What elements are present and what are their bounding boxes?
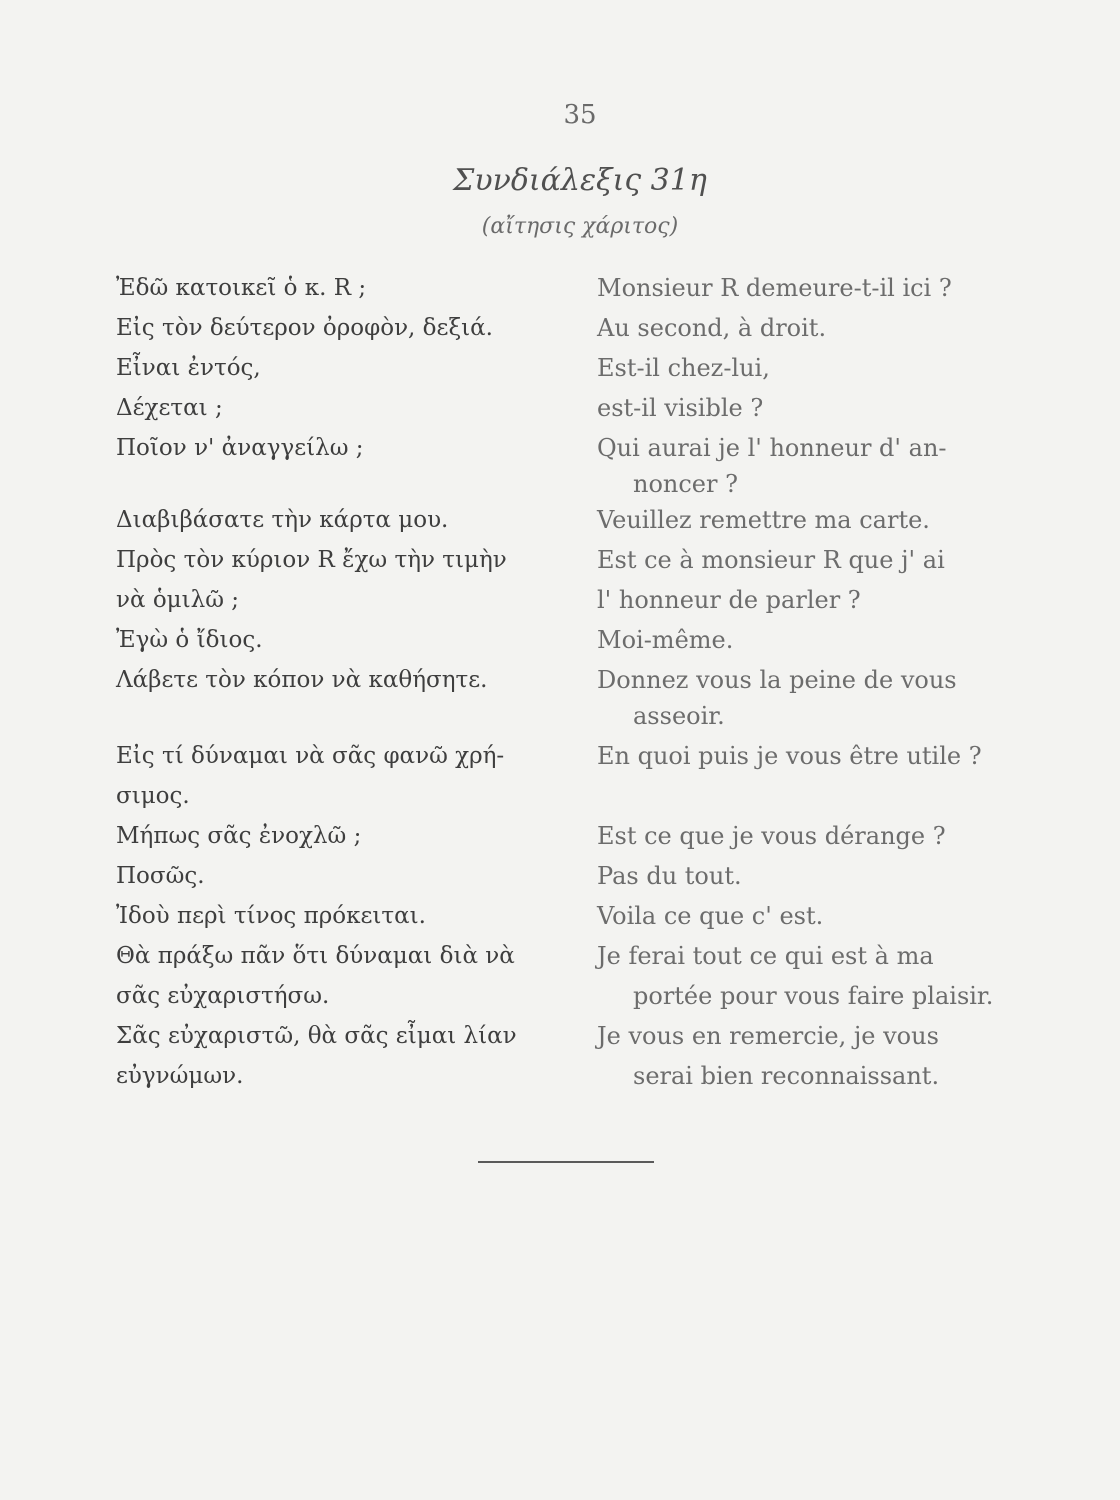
french-line: Veuillez remettre ma carte. [597,506,930,534]
greek-line: Ποσῶς. [116,863,205,889]
french-line: Voila ce que c' est. [597,902,824,930]
french-line: Est ce que je vous dérange ? [597,822,946,850]
greek-line: Δέχεται ; [116,395,223,421]
greek-line: Ποῖον ν' ἀναγγείλω ; [116,435,364,461]
greek-line: Σᾶς εὐχαριστῶ, θὰ σᾶς εἶμαι λίαν [116,1023,517,1049]
greek-line: σιμος. [116,783,190,809]
french-line: En quoi puis je vous être utile ? [597,742,982,770]
french-line: Monsieur R demeure-t-il ici ? [597,274,952,302]
dialogue-title: Συνδιάλεξις 31η [453,163,707,198]
greek-line: νὰ ὁμιλῶ ; [116,587,240,613]
dialogue-subtitle: (αἴτησις χάριτος) [481,214,679,239]
french-line: noncer ? [633,470,738,498]
french-line: Donnez vous la peine de vous [597,666,957,694]
french-line: l' honneur de parler ? [597,586,861,614]
greek-line: Θὰ πράξω πᾶν ὅτι δύναμαι διὰ νὰ [116,943,515,969]
greek-line: Πρὸς τὸν κύριον R ἔχω τὴν τιμὴν [116,547,507,573]
french-line: Qui aurai je l' honneur d' an- [597,434,947,462]
greek-line: εὐγνώμων. [116,1063,244,1089]
page-number: 35 [563,100,597,130]
greek-line: Ἐγὼ ὁ ἴδιος. [116,627,263,653]
french-line: Moi-même. [597,626,734,654]
greek-line: Εἰς τί δύναμαι νὰ σᾶς φανῶ χρή- [116,743,505,769]
greek-line: Εἰς τὸν δεύτερον ὀροφὸν, δεξιά. [116,315,493,341]
section-divider [478,1161,654,1163]
french-line: Je vous en remercie, je vous [597,1022,939,1050]
french-line: Pas du tout. [597,862,742,890]
greek-line: Ἰδοὺ περὶ τίνος πρόκειται. [116,903,426,929]
french-line: Au second, à droit. [597,314,827,342]
greek-line: Εἶναι ἐντός, [116,355,261,381]
french-line: est-il visible ? [597,394,764,422]
greek-line: σᾶς εὐχαριστήσω. [116,983,330,1009]
greek-line: Λάβετε τὸν κόπον νὰ καθήσητε. [116,667,488,693]
greek-line: Μήπως σᾶς ἐνοχλῶ ; [116,823,362,849]
french-line: asseoir. [633,702,725,730]
french-line: serai bien reconnaissant. [633,1062,940,1090]
greek-line: Ἐδῶ κατοικεῖ ὁ κ. R ; [116,275,367,301]
french-line: portée pour vous faire plaisir. [633,982,994,1010]
french-line: Est-il chez-lui, [597,354,770,382]
french-line: Est ce à monsieur R que j' ai [597,546,945,574]
greek-line: Διαβιβάσατε τὴν κάρτα μου. [116,507,449,533]
french-line: Je ferai tout ce qui est à ma [597,942,934,970]
